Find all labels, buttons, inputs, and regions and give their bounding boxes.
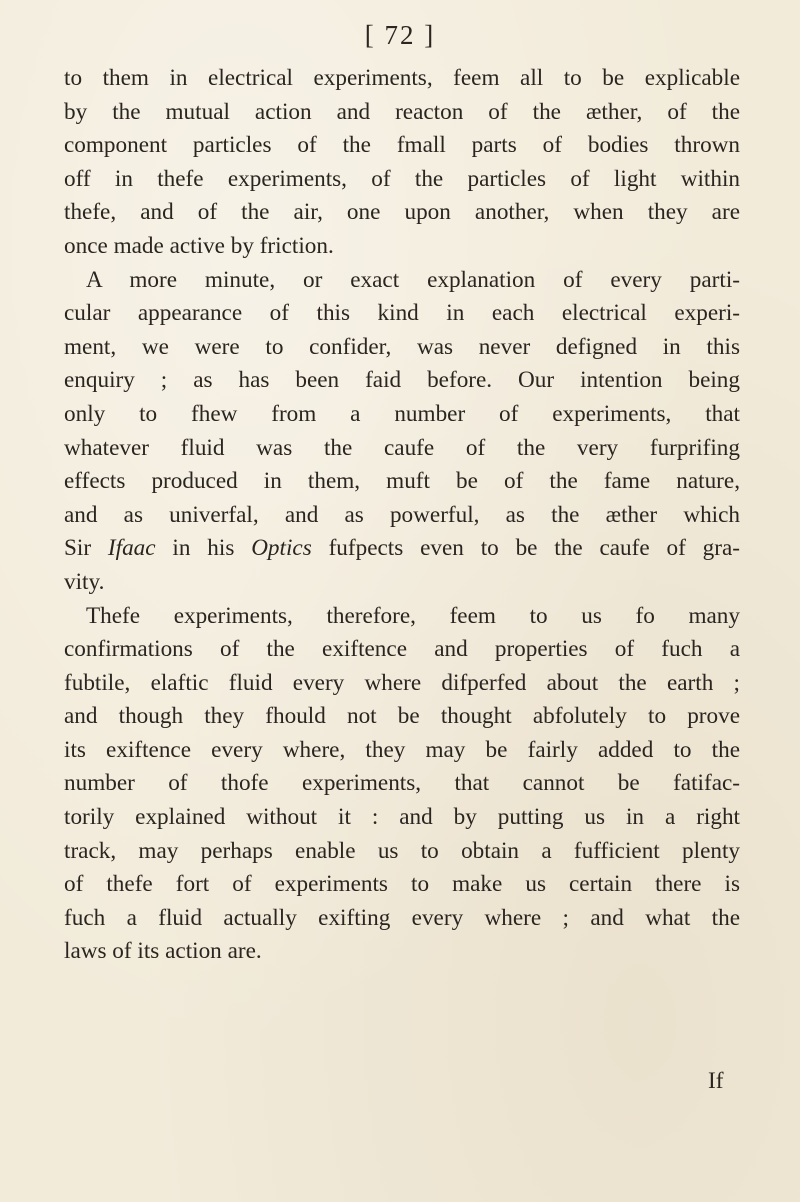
text-line: confirmations of the exiftence and properties of fuch a xyxy=(64,636,740,663)
text-line: Sir Ifaac in his Optics fufpects even to be the caufe of gra- xyxy=(64,535,740,562)
text-line: vity. xyxy=(64,568,105,595)
text-line: track, may perhaps enable us to obtain a fufficient plenty xyxy=(64,837,740,864)
catchword: If xyxy=(708,1068,724,1094)
text-line: of thefe fort of experiments to make us certain there is xyxy=(64,871,740,898)
text-line: enquiry ; as has been faid before. Our intention being xyxy=(64,367,740,394)
text-line: thefe, and of the air, one upon another, when they are xyxy=(64,199,740,226)
text-line: laws of its action are. xyxy=(64,938,262,965)
text-line: off in thefe experiments, of the particles of light within xyxy=(64,165,740,192)
text-line: only to fhew from a number of experiments, that xyxy=(64,400,740,427)
text-line: to them in electrical experiments, feem all to be explicable xyxy=(64,65,740,91)
text-line: Thefe experiments, therefore, feem to us fo many xyxy=(86,602,740,629)
text-line: cular appearance of this kind in each electrical experi- xyxy=(64,300,740,327)
text-line: and though they fhould not be thought abfolutely to prove xyxy=(64,703,740,730)
text-line: ment, we were to confider, was never defigned in this xyxy=(64,333,740,360)
text-line: effects produced in them, muft be of the fame nature, xyxy=(64,468,740,495)
text-line: component particles of the fmall parts of bodies thrown xyxy=(64,132,740,159)
text-line: fuch a fluid actually exifting every where ; and what the xyxy=(64,904,740,931)
text-line: by the mutual action and reacton of the æther, of the xyxy=(64,98,740,125)
text-line: fubtile, elaftic fluid every where difperfed about the earth ; xyxy=(64,669,740,696)
text-line: A more minute, or exact explanation of every parti- xyxy=(86,266,740,293)
text-line: whatever fluid was the caufe of the very furprifing xyxy=(64,434,740,461)
body-text xyxy=(64,62,740,969)
text-line: and as univerfal, and as powerful, as the æther which xyxy=(64,501,740,528)
text-line: torily explained without it : and by putting us in a right xyxy=(64,804,740,831)
text-line: number of thofe experiments, that cannot be fatifac- xyxy=(64,770,740,797)
text-line: once made active by friction. xyxy=(64,232,334,259)
text-line: its exiftence every where, they may be fairly added to the xyxy=(64,736,740,763)
page-number: [ 72 ] xyxy=(364,20,436,50)
